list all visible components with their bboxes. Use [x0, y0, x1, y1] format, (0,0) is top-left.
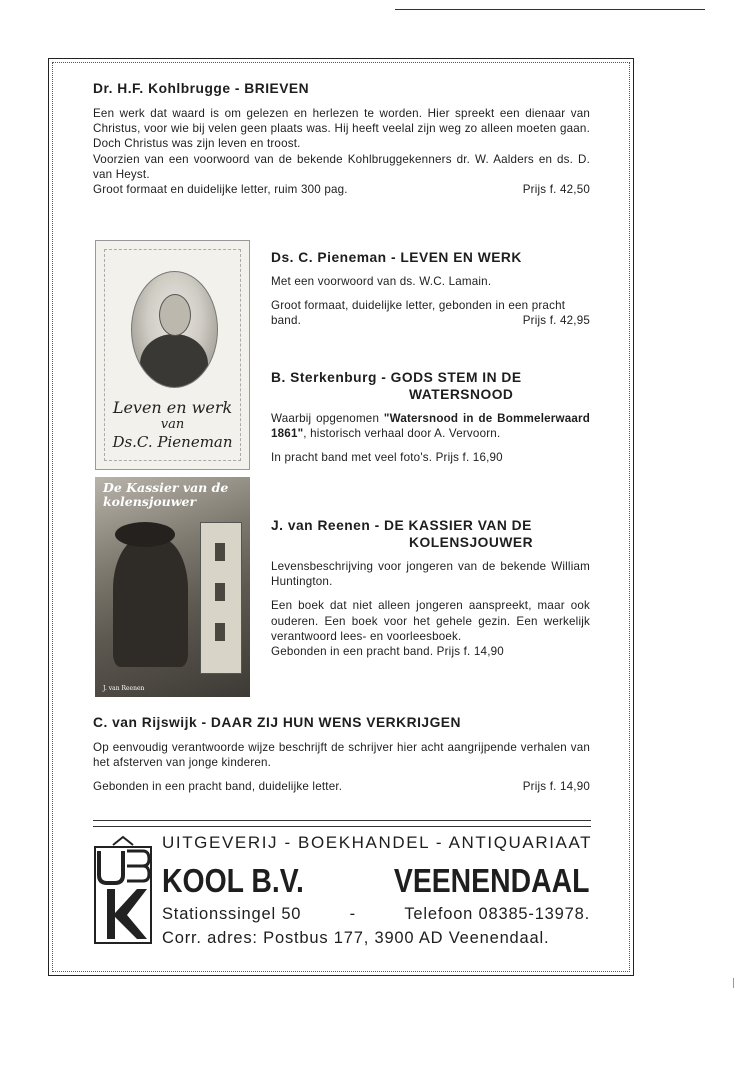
- cover-title-line2: van: [160, 417, 185, 432]
- publisher-phone: Telefoon 08385-13978.: [404, 905, 590, 923]
- top-rule: [395, 9, 705, 10]
- book-van-reenen: [271, 517, 590, 659]
- book-details: In pracht band met veel foto's.: [271, 451, 433, 465]
- publisher-tagline: UITGEVERIJ - BOEKHANDEL - ANTIQUARIAAT: [162, 833, 593, 852]
- book-foreword: Voorzien van een voorwoord van de bekende Kohlbruggekenners dr. W. Aalders en ds. D. van Heyst.: [93, 152, 590, 181]
- book-price: Prijs f. 14,90: [436, 645, 504, 659]
- publisher-name-row: [162, 862, 589, 900]
- cover-figure: [113, 537, 188, 667]
- book-details: Groot formaat en duidelijke letter, ruim 300 pag.: [93, 183, 348, 197]
- cover-author: J. van Reenen: [103, 685, 145, 692]
- address-separator: -: [349, 905, 356, 923]
- publisher-postal-address: Corr. adres: Postbus 177, 3900 AD Veenendaal.: [162, 929, 550, 947]
- portrait-shoulders: [140, 334, 208, 388]
- book-price: Prijs f. 42,95: [522, 314, 590, 328]
- book-review: Een boek dat niet alleen jongeren aanspreekt, maar ook ouderen. Een boek voor het gehele gezin. Een werkelijk verantwoord lees- en voorleesboek.: [271, 599, 590, 643]
- book-title: Ds. C. Pieneman - LEVEN EN WERK: [271, 250, 522, 265]
- book-sterkenburg: [271, 369, 590, 466]
- book-title-line1: B. Sterkenburg - GODS STEM IN DE: [271, 370, 522, 385]
- cover-title: De Kassier van de kolensjouwer: [103, 480, 229, 509]
- book-van-rijswijk: [93, 714, 590, 795]
- book-kohlbrugge: [93, 80, 590, 197]
- book-description: Met een voorwoord van ds. W.C. Lamain.: [271, 275, 492, 288]
- cover-title-line3: Ds.C. Pieneman: [112, 433, 233, 451]
- book-title-line1: J. van Reenen - DE KASSIER VAN DE: [271, 518, 532, 533]
- publisher-name: KOOL B.V.: [162, 862, 304, 899]
- book-price: Prijs f. 14,90: [522, 780, 590, 794]
- book-price: Prijs f. 42,50: [522, 183, 590, 197]
- cover-de-kassier: [95, 477, 250, 697]
- footer-double-rule: [93, 820, 591, 827]
- portrait-face: [159, 294, 191, 336]
- cover-tower: [200, 522, 242, 674]
- description-emphasis: "Watersnood in de Bommelerwaard 1861": [271, 412, 590, 441]
- book-title: [271, 369, 590, 403]
- book-description: Een werk dat waard is om gelezen en herlezen te worden. Hier spreekt een dienaar van Christus, voor wie bij velen geen plaats was. Hij heeft veelal zijn weg zo alleen moeten gaan. Doch Christus was zijn leven en troost.: [93, 107, 590, 151]
- book-details: Groot formaat, duidelijke letter, gebonden in een pracht band.: [271, 299, 566, 328]
- cover-figure-hat: [115, 522, 175, 547]
- publisher-city: VEENENDAAL: [393, 862, 590, 899]
- book-description: Levensbeschrijving voor jongeren van de bekende William Huntington.: [271, 560, 590, 589]
- book-pieneman: [271, 249, 590, 329]
- book-title: [271, 517, 590, 551]
- cover-title-line1: Leven en werk: [112, 398, 233, 417]
- publisher-address-row: [162, 905, 590, 924]
- book-title: C. van Rijswijk - DAAR ZIJ HUN WENS VERKRIJGEN: [93, 715, 461, 730]
- publisher-address: Stationssingel 50: [162, 905, 302, 923]
- cover-leven-en-werk: [95, 240, 250, 470]
- book-description: [271, 411, 590, 441]
- book-title-line2: KOLENSJOUWER: [409, 535, 534, 550]
- description-rest: , historisch verhaal door A. Vervoorn.: [303, 427, 501, 441]
- book-title: Dr. H.F. Kohlbrugge - BRIEVEN: [93, 81, 310, 96]
- book-details: Gebonden in een pracht band, duidelijke letter.: [93, 780, 343, 794]
- book-description: Op eenvoudig verantwoorde wijze beschrijft de schrijver hier acht aangrijpende verhalen van het afsterven van jonge kinderen.: [93, 741, 590, 770]
- book-title-line2: WATERSNOOD: [409, 387, 514, 402]
- kool-logo-icon: [93, 835, 153, 945]
- edge-mark: [733, 978, 734, 988]
- book-price: Prijs f. 16,90: [435, 451, 503, 465]
- description-intro: Waarbij opgenomen: [271, 412, 384, 425]
- portrait-photo: [131, 271, 218, 388]
- book-details: Gebonden in een pracht band.: [271, 645, 434, 659]
